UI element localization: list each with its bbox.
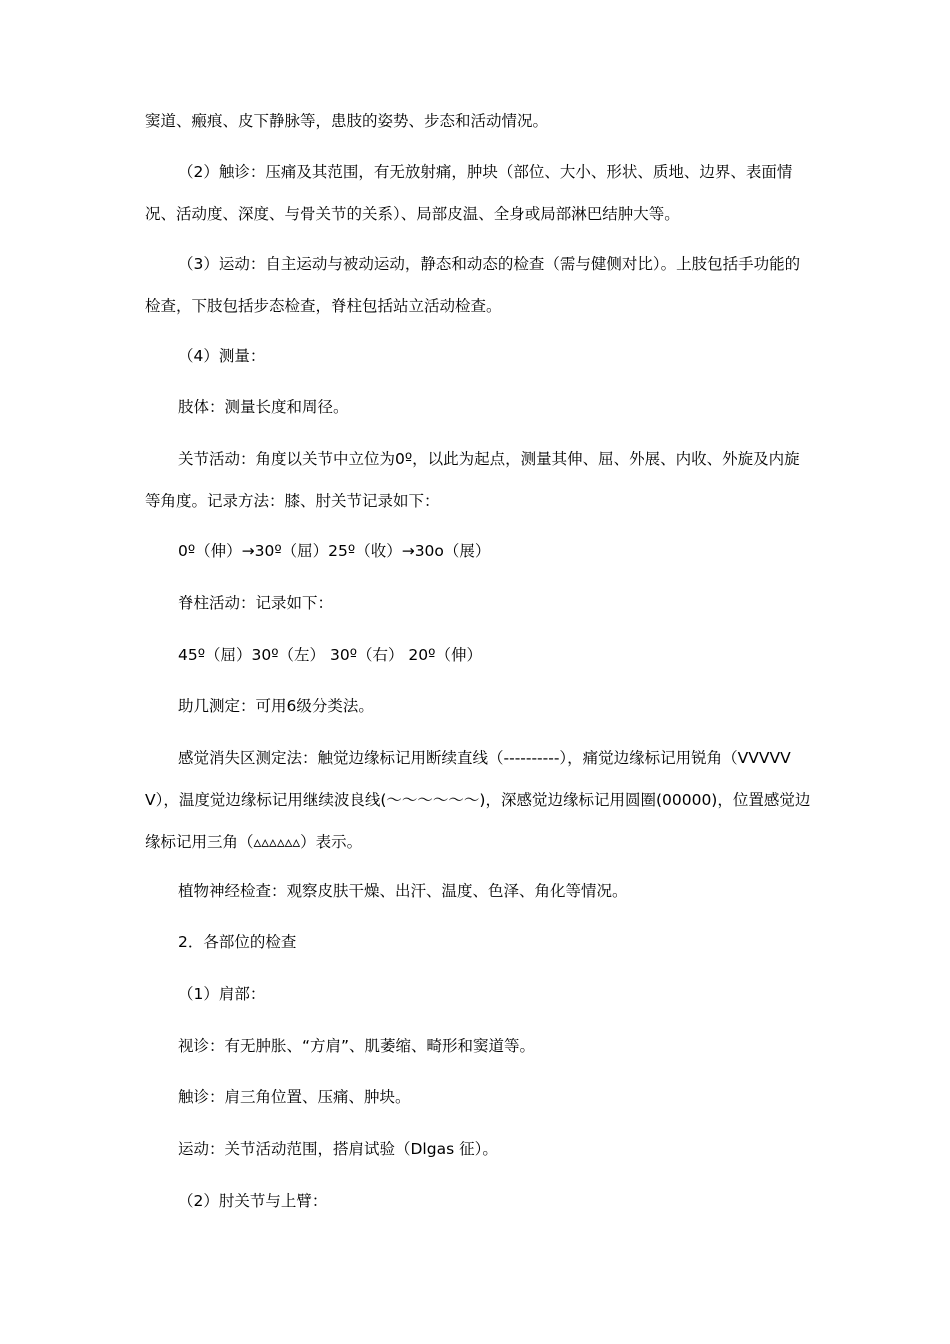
paragraph-shoulder-inspection: 视诊：有无肿胀、“方肩”、肌萎缩、畸形和窦道等。 [178,1037,536,1055]
paragraph-joint-activity: 关节活动：角度以关节中立位为0º，以此为起点，测量其伸、屈、外展、内收、外旋及内旋等角度。记录方法：膝、肘关节记录如下： [145,450,800,510]
paragraph-limb: 肢体：测量长度和周径。 [178,398,349,416]
paragraph-measurement-heading: （4）测量： [178,347,266,365]
paragraph-movement: （3）运动：自主运动与被动运动，静态和动态的检查（需与健侧对比）。上肢包括手功能的检查，下肢包括步态检查，脊柱包括站立活动检查。 [145,255,801,315]
paragraph-joint-record: 0º（伸）→30º（屈）25º（收）→30o（展） [178,542,491,560]
paragraph-elbow-heading: （2）肘关节与上臂： [178,1192,328,1210]
paragraph-muscle-test: 助几测定：可用6级分类法。 [178,697,374,715]
paragraph-palpation: （2）触诊：压痛及其范围，有无放射痛，肿块（部位、大小、形状、质地、边界、表面情况、活动度、深度、与骨关节的关系）、局部皮温、全身或局部淋巴结肿大等。 [145,163,793,223]
paragraph-spine-activity: 脊柱活动：记录如下： [178,594,334,612]
paragraph-shoulder-palpation: 触诊：肩三角位置、压痛、肿块。 [178,1088,411,1106]
paragraph-shoulder-movement: 运动：关节活动范围，搭肩试验（Dlgas 征）。 [178,1140,498,1158]
paragraph-sinus-scar: 窦道、瘢痕、皮下静脉等，患肢的姿势、步态和活动情况。 [145,112,549,130]
paragraph-shoulder-heading: （1）肩部： [178,985,266,1003]
section-heading-regions: 2．各部位的检查 [178,933,297,951]
paragraph-autonomic: 植物神经检查：观察皮肤干燥、出汗、温度、色泽、角化等情况。 [178,882,628,900]
paragraph-sensory-loss: 感觉消失区测定法：触觉边缘标记用断续直线（----------），痛觉边缘标记用锐角（VVVVVV），温度觉边缘标记用继续波良线(～～～～～～)，深感觉边缘标记用圆圈(00000)，位置感觉边缘标记用三角（▵▵▵▵▵▵）表示。 [145,749,811,851]
paragraph-spine-record: 45º（屈）30º（左） 30º（右） 20º（伸） [178,646,482,664]
